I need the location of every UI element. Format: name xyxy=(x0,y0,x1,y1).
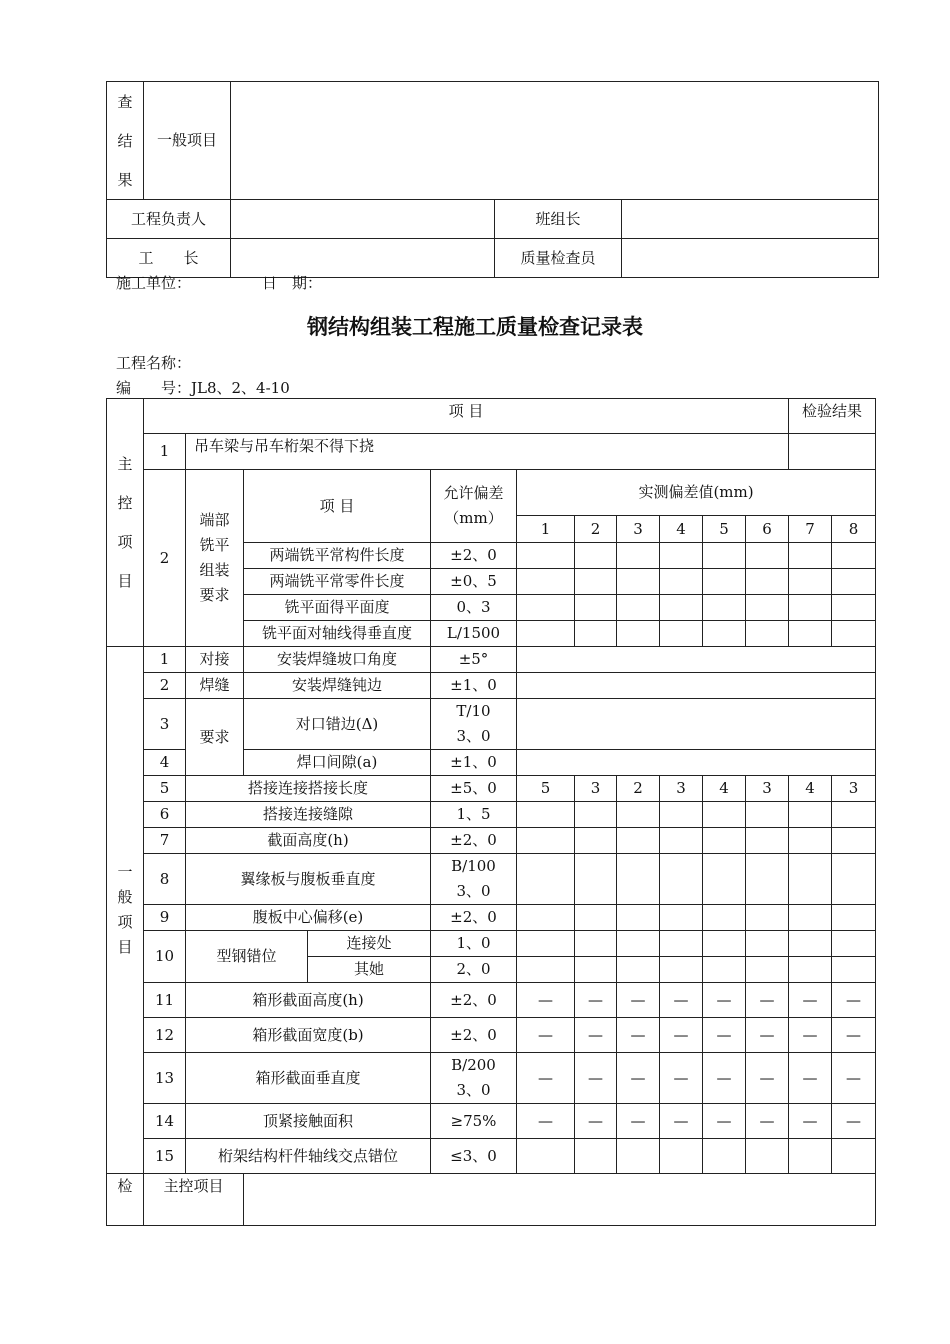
measure-cell[interactable] xyxy=(789,595,832,621)
measure-cell[interactable] xyxy=(703,595,746,621)
inspection-table xyxy=(106,398,876,1226)
row-no: 10 xyxy=(144,931,186,983)
measure-cell[interactable] xyxy=(703,802,746,828)
group-char: 组装 xyxy=(199,561,230,579)
measure-cell[interactable] xyxy=(660,905,703,931)
measure-cell[interactable] xyxy=(789,569,832,595)
item-name: 搭接连接搭接长度 xyxy=(186,776,431,802)
measure-cell[interactable] xyxy=(660,621,703,647)
measure-cell[interactable] xyxy=(617,595,660,621)
main-control-char: 项 xyxy=(117,532,133,551)
measure-col: 2 xyxy=(575,516,617,543)
tolerance: ±1、0 xyxy=(431,673,517,699)
measure-cell[interactable] xyxy=(703,828,746,854)
measure-cell[interactable] xyxy=(517,931,575,957)
tolerance: ±1、0 xyxy=(431,750,517,776)
tolerance: ≤3、0 xyxy=(431,1139,517,1174)
measure-value[interactable]: 3 xyxy=(660,776,703,802)
measure-cell[interactable] xyxy=(789,543,832,569)
general-items-result[interactable] xyxy=(231,82,879,200)
measure-cell[interactable] xyxy=(660,543,703,569)
dash-cell: — xyxy=(517,1053,575,1104)
measure-cell[interactable] xyxy=(617,543,660,569)
row-no: 1 xyxy=(144,647,186,673)
project-manager-label: 工程负责人 xyxy=(107,200,231,239)
check-label: 检 xyxy=(107,1174,144,1226)
measure-cell[interactable] xyxy=(832,595,876,621)
measure-cell[interactable] xyxy=(746,931,789,957)
tolerance: ±2、0 xyxy=(431,983,517,1018)
measure-cell[interactable] xyxy=(746,828,789,854)
measure-cell[interactable] xyxy=(517,595,575,621)
dash-cell: — xyxy=(832,1104,876,1139)
tolerance-line: 3、0 xyxy=(456,1081,491,1099)
measure-value[interactable]: 3 xyxy=(832,776,876,802)
dash-cell: — xyxy=(703,1018,746,1053)
result-header: 检验结果 xyxy=(789,399,876,434)
dash-cell: — xyxy=(789,1053,832,1104)
tolerance: 2、0 xyxy=(431,957,517,983)
measure-cell[interactable] xyxy=(660,569,703,595)
row-no: 13 xyxy=(144,1053,186,1104)
measure-cell[interactable] xyxy=(832,957,876,983)
row-no: 14 xyxy=(144,1104,186,1139)
measure-value[interactable]: 3 xyxy=(575,776,617,802)
general-char: 般 xyxy=(117,888,133,906)
end-milling-group xyxy=(186,470,244,647)
measure-cell[interactable] xyxy=(746,1139,789,1174)
item-name: 两端铣平常构件长度 xyxy=(244,543,431,569)
measure-cell[interactable] xyxy=(575,802,617,828)
dash-cell: — xyxy=(789,983,832,1018)
measure-span[interactable] xyxy=(517,699,876,750)
date-label: 日 期： xyxy=(262,274,323,292)
construction-unit-label: 施工单位： xyxy=(116,274,192,292)
number-label: 编 号：JL8、2、4-10 xyxy=(116,379,290,397)
measure-cell[interactable] xyxy=(517,569,575,595)
tolerance xyxy=(431,699,517,750)
item-name: 截面高度(h) xyxy=(186,828,431,854)
measure-col: 1 xyxy=(517,516,575,543)
dash-cell: — xyxy=(746,1053,789,1104)
dash-cell: — xyxy=(575,1104,617,1139)
measure-cell[interactable] xyxy=(660,595,703,621)
measure-cell[interactable] xyxy=(746,543,789,569)
measure-cell[interactable] xyxy=(617,905,660,931)
measure-cell[interactable] xyxy=(575,621,617,647)
tolerance: ±2、0 xyxy=(431,905,517,931)
measure-span[interactable] xyxy=(517,750,876,776)
dash-cell: — xyxy=(575,1018,617,1053)
main-control-label xyxy=(107,399,144,647)
measure-cell[interactable] xyxy=(832,802,876,828)
measure-cell[interactable] xyxy=(832,543,876,569)
measure-cell[interactable] xyxy=(617,621,660,647)
general-char: 一 xyxy=(117,863,133,881)
item-name: 翼缘板与腹板垂直度 xyxy=(186,854,431,905)
measure-cell[interactable] xyxy=(832,828,876,854)
general-char: 目 xyxy=(117,938,133,956)
group-char: 铣平 xyxy=(199,536,230,554)
measure-cell[interactable] xyxy=(660,802,703,828)
item-name: 对口错边(Δ) xyxy=(244,699,431,750)
tolerance: 1、0 xyxy=(431,931,517,957)
item-name: 箱形截面宽度(b) xyxy=(186,1018,431,1053)
dash-cell: — xyxy=(660,1018,703,1053)
tolerance: ±5° xyxy=(431,647,517,673)
measure-cell[interactable] xyxy=(660,854,703,905)
row-no: 15 xyxy=(144,1139,186,1174)
team-leader-label: 班组长 xyxy=(495,200,622,239)
dash-cell: — xyxy=(703,1104,746,1139)
row-no: 3 xyxy=(144,699,186,750)
measure-value[interactable]: 4 xyxy=(789,776,832,802)
measure-cell[interactable] xyxy=(832,905,876,931)
tolerance-line: 3、0 xyxy=(456,882,491,900)
measure-cell[interactable] xyxy=(789,957,832,983)
measure-cell[interactable] xyxy=(746,905,789,931)
item-subheader: 项 目 xyxy=(244,470,431,543)
measure-cell[interactable] xyxy=(660,828,703,854)
row-no: 4 xyxy=(144,750,186,776)
check-char: 结 xyxy=(117,132,133,150)
group-char: 端部 xyxy=(199,511,230,529)
measure-span[interactable] xyxy=(517,647,876,673)
measure-cell[interactable] xyxy=(517,957,575,983)
measure-cell[interactable] xyxy=(832,621,876,647)
mm-label: （mm） xyxy=(444,509,503,527)
measure-col: 4 xyxy=(660,516,703,543)
tolerance: ±2、0 xyxy=(431,1018,517,1053)
item-name: 铣平面对轴线得垂直度 xyxy=(244,621,431,647)
measure-cell[interactable] xyxy=(517,802,575,828)
item-name: 安装焊缝坡口角度 xyxy=(244,647,431,673)
measure-cell[interactable] xyxy=(617,957,660,983)
item-name: 两端铣平常零件长度 xyxy=(244,569,431,595)
row-no: 12 xyxy=(144,1018,186,1053)
dash-cell: — xyxy=(617,1018,660,1053)
row-no: 8 xyxy=(144,854,186,905)
dash-cell: — xyxy=(617,1104,660,1139)
measure-cell[interactable] xyxy=(517,854,575,905)
project-name-label: 工程名称： xyxy=(116,354,192,372)
weld-group: 要求 xyxy=(186,699,244,776)
measure-cell[interactable] xyxy=(789,621,832,647)
measure-cell[interactable] xyxy=(703,931,746,957)
item-name: 箱形截面垂直度 xyxy=(186,1053,431,1104)
measure-cell[interactable] xyxy=(617,854,660,905)
item-name: 焊口间隙(a) xyxy=(244,750,431,776)
dash-cell: — xyxy=(746,1018,789,1053)
measure-col: 6 xyxy=(746,516,789,543)
measured-header: 实测偏差值(mm) xyxy=(517,470,876,516)
tolerance: ≥75% xyxy=(431,1104,517,1139)
main-control-char: 主 xyxy=(117,454,133,473)
dash-cell: — xyxy=(517,983,575,1018)
measure-col: 3 xyxy=(617,516,660,543)
measure-cell[interactable] xyxy=(746,621,789,647)
measure-cell[interactable] xyxy=(517,905,575,931)
tolerance xyxy=(431,854,517,905)
item-name: 顶紧接触面积 xyxy=(186,1104,431,1139)
dash-cell: — xyxy=(789,1018,832,1053)
measure-cell[interactable] xyxy=(660,957,703,983)
measure-cell[interactable] xyxy=(517,621,575,647)
tolerance: 0、3 xyxy=(431,595,517,621)
measure-cell[interactable] xyxy=(832,931,876,957)
measure-cell[interactable] xyxy=(575,543,617,569)
dash-cell: — xyxy=(660,1104,703,1139)
item-name: 箱形截面高度(h) xyxy=(186,983,431,1018)
measure-cell[interactable] xyxy=(789,828,832,854)
row-no: 6 xyxy=(144,802,186,828)
weld-group: 对接 xyxy=(186,647,244,673)
dash-cell: — xyxy=(789,1104,832,1139)
measure-cell[interactable] xyxy=(703,621,746,647)
row-no: 11 xyxy=(144,983,186,1018)
weld-group: 焊缝 xyxy=(186,673,244,699)
dash-cell: — xyxy=(703,1053,746,1104)
dash-cell: — xyxy=(832,983,876,1018)
row-no: 9 xyxy=(144,905,186,931)
main-control-char: 目 xyxy=(117,571,133,590)
dash-cell: — xyxy=(746,1104,789,1139)
measure-cell[interactable] xyxy=(575,1139,617,1174)
item-name: 桁架结构杆件轴线交点错位 xyxy=(186,1139,431,1174)
team-leader-field[interactable] xyxy=(622,200,879,239)
tolerance xyxy=(431,1053,517,1104)
measure-cell[interactable] xyxy=(746,595,789,621)
measure-value[interactable]: 2 xyxy=(617,776,660,802)
main-item-1-result[interactable] xyxy=(789,434,876,470)
item-header: 项 目 xyxy=(144,399,789,434)
row-no: 2 xyxy=(144,470,186,647)
measure-cell[interactable] xyxy=(746,569,789,595)
tolerance: ±0、5 xyxy=(431,569,517,595)
tolerance: ±2、0 xyxy=(431,828,517,854)
measure-col: 5 xyxy=(703,516,746,543)
row-no: 7 xyxy=(144,828,186,854)
measure-cell[interactable] xyxy=(517,543,575,569)
measure-cell[interactable] xyxy=(703,854,746,905)
dash-cell: — xyxy=(517,1104,575,1139)
measure-value[interactable]: 3 xyxy=(746,776,789,802)
measure-cell[interactable] xyxy=(617,802,660,828)
dash-cell: — xyxy=(575,1053,617,1104)
tolerance-line: B/200 xyxy=(451,1056,496,1074)
measure-cell[interactable] xyxy=(517,828,575,854)
measure-cell[interactable] xyxy=(832,854,876,905)
check-char: 果 xyxy=(117,171,133,189)
measure-cell[interactable] xyxy=(660,931,703,957)
measure-cell[interactable] xyxy=(703,957,746,983)
general-items-label: 一般项目 xyxy=(144,82,231,200)
measure-cell[interactable] xyxy=(575,957,617,983)
measure-cell[interactable] xyxy=(746,854,789,905)
measure-cell[interactable] xyxy=(575,828,617,854)
top-signoff-table xyxy=(106,81,879,278)
measure-cell[interactable] xyxy=(789,802,832,828)
item-name: 腹板中心偏移(e) xyxy=(186,905,431,931)
measure-cell[interactable] xyxy=(832,569,876,595)
measure-cell[interactable] xyxy=(575,931,617,957)
check-char: 查 xyxy=(117,93,133,111)
measure-cell[interactable] xyxy=(617,569,660,595)
dash-cell: — xyxy=(832,1053,876,1104)
row-no: 1 xyxy=(144,434,186,470)
measure-cell[interactable] xyxy=(746,957,789,983)
row-no: 5 xyxy=(144,776,186,802)
measure-cell[interactable] xyxy=(832,1139,876,1174)
item-name: 搭接连接缝隙 xyxy=(186,802,431,828)
measure-value[interactable]: 4 xyxy=(703,776,746,802)
qc-inspector-label: 质量检查员 xyxy=(495,239,622,278)
tolerance-line: T/10 xyxy=(456,702,491,720)
tolerance: ±5、0 xyxy=(431,776,517,802)
sub-item-name: 连接处 xyxy=(308,931,431,957)
measure-cell[interactable] xyxy=(575,569,617,595)
main-item-1: 吊车梁与吊车桁架不得下挠 xyxy=(186,434,789,470)
project-manager-field[interactable] xyxy=(231,200,495,239)
dash-cell: — xyxy=(832,1018,876,1053)
dash-cell: — xyxy=(575,983,617,1018)
dash-cell: — xyxy=(660,1053,703,1104)
measure-cell[interactable] xyxy=(517,1139,575,1174)
dash-cell: — xyxy=(617,983,660,1018)
main-item-label: 主控项目 xyxy=(144,1174,244,1226)
general-label xyxy=(107,647,144,1174)
measure-cell[interactable] xyxy=(703,543,746,569)
measure-cell[interactable] xyxy=(660,1139,703,1174)
qc-inspector-field[interactable] xyxy=(622,239,879,278)
sub-item-name: 其她 xyxy=(308,957,431,983)
dash-cell: — xyxy=(660,983,703,1018)
allowable-header xyxy=(431,470,517,543)
measure-cell[interactable] xyxy=(703,1139,746,1174)
measure-cell[interactable] xyxy=(789,854,832,905)
measure-cell[interactable] xyxy=(789,905,832,931)
item-name: 安装焊缝钝边 xyxy=(244,673,431,699)
measure-cell[interactable] xyxy=(617,931,660,957)
allowable-label: 允许偏差 xyxy=(443,484,504,502)
group-char: 要求 xyxy=(199,586,230,604)
measure-cell[interactable] xyxy=(703,905,746,931)
measure-cell[interactable] xyxy=(746,802,789,828)
measure-cell[interactable] xyxy=(789,931,832,957)
measure-cell[interactable] xyxy=(575,905,617,931)
measure-cell[interactable] xyxy=(575,595,617,621)
tolerance: 1、5 xyxy=(431,802,517,828)
measure-cell[interactable] xyxy=(617,828,660,854)
foreman-label: 工 长 xyxy=(107,239,231,278)
page-title: 钢结构组装工程施工质量检查记录表 xyxy=(307,314,643,339)
dash-cell: — xyxy=(703,983,746,1018)
dash-cell: — xyxy=(517,1018,575,1053)
measure-cell[interactable] xyxy=(617,1139,660,1174)
measure-cell[interactable] xyxy=(575,854,617,905)
measure-col: 7 xyxy=(789,516,832,543)
main-item-result[interactable] xyxy=(244,1174,876,1226)
tolerance-line: B/100 xyxy=(451,857,496,875)
item-name: 型钢错位 xyxy=(186,931,308,983)
tolerance-line: 3、0 xyxy=(456,727,491,745)
item-name: 铣平面得平面度 xyxy=(244,595,431,621)
measure-cell[interactable] xyxy=(789,1139,832,1174)
dash-cell: — xyxy=(746,983,789,1018)
tolerance: ±2、0 xyxy=(431,543,517,569)
dash-cell: — xyxy=(617,1053,660,1104)
check-result-label xyxy=(107,82,144,200)
measure-cell[interactable] xyxy=(703,569,746,595)
measure-value[interactable]: 5 xyxy=(517,776,575,802)
tolerance: L/1500 xyxy=(431,621,517,647)
measure-span[interactable] xyxy=(517,673,876,699)
general-char: 项 xyxy=(117,913,133,931)
row-no: 2 xyxy=(144,673,186,699)
measure-col: 8 xyxy=(832,516,876,543)
main-control-char: 控 xyxy=(117,493,133,512)
